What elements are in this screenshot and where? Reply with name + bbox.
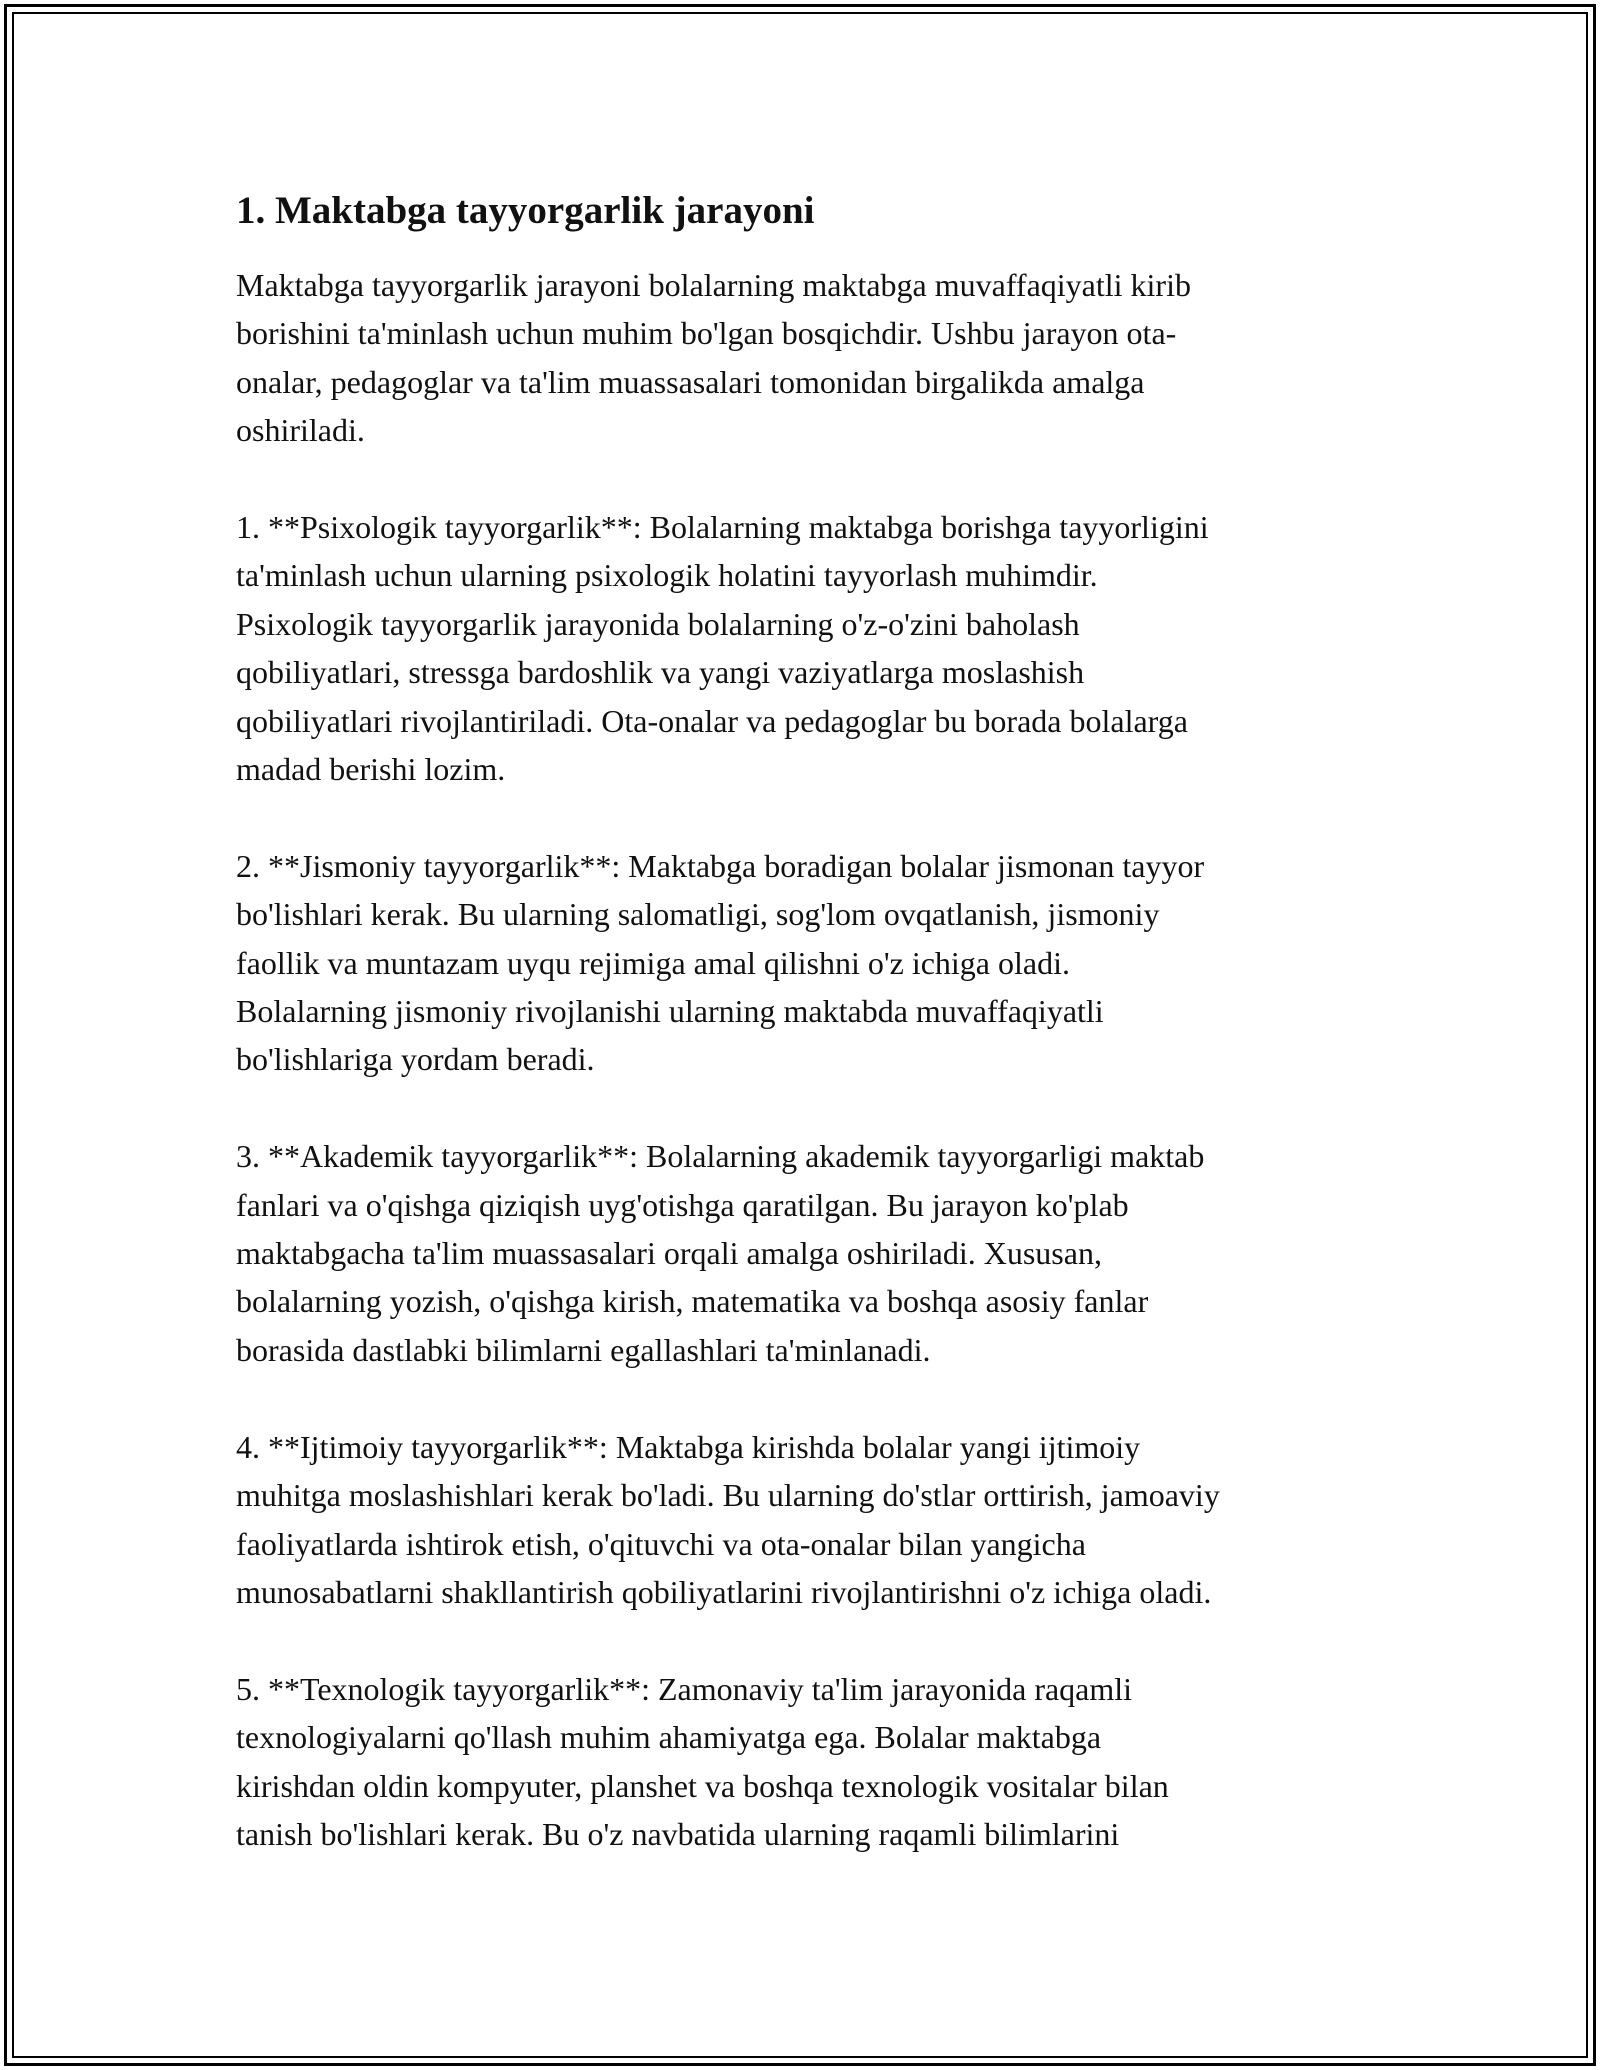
paragraph-social-readiness: 4. **Ijtimoiy tayyorgarlik**: Maktabga kirishda bolalar yangi ijtimoiy muhitga moslashishlari kerak bo'ladi. Bu ularning do'stlar orttirish, jamoaviy faoliyatlarda ishtirok etish, o'qituvchi va ota-onalar bilan yangicha munosabatlarni shakllantirish qobiliyatlarini rivojlantirishni o'z ichiga oladi. xyxy=(236,1428,1220,1610)
paragraph-academic-readiness: 3. **Akademik tayyorgarlik**: Bolalarning akademik tayyorgarligi maktab fanlari va o'qishga qiziqish uyg'otishga qaratilgan. Bu jarayon ko'plab maktabgacha ta'lim muassasalari orqali amalga oshiriladi. Xususan, bolalarning yozish, o'qishga kirish, matematika va boshqa asosiy fanlar borasida dastlabki bilimlarni egallashlari ta'minlanadi. xyxy=(236,1138,1205,1368)
intro-paragraph: Maktabga tayyorgarlik jarayoni bolalarning maktabga muvaffaqiyatli kirib borishini ta'minlash uchun muhim bo'lgan bosqichdir. Ushbu jarayon ota- onalar, pedagoglar va ta'lim muassasalari tomonidan birgalikda amalga oshiriladi. xyxy=(236,267,1191,449)
paragraph-technological-readiness: 5. **Texnologik tayyorgarlik**: Zamonaviy ta'lim jarayonida raqamli texnologiyalarni qo'llash muhim ahamiyatga ega. Bolalar maktabga kirishdan oldin kompyuter, planshet va boshqa texnologik vositalar bilan tanish bo'lishlari kerak. Bu o'z navbatida ularning raqamli bilimlarini xyxy=(236,1670,1169,1852)
document-title: 1. Maktabga tayyorgarlik jarayoni xyxy=(236,189,815,232)
document-body xyxy=(236,186,1370,1907)
paragraph-psychological-readiness: 1. **Psixologik tayyorgarlik**: Bolalarning maktabga borishga tayyorligini ta'minlash uchun ularning psixologik holatini tayyorlash muhimdir. Psixologik tayyorgarlik jarayonida bolalarning o'z-o'zini baholash qobiliyatlari, stressga bardoshlik va yangi vaziyatlarga moslashish qobiliyatlari rivojlantiriladi. Ota-onalar va pedagoglar bu borada bolalarga madad berishi lozim. xyxy=(236,509,1209,788)
paragraph-physical-readiness: 2. **Jismoniy tayyorgarlik**: Maktabga boradigan bolalar jismonan tayyor bo'lishlari kerak. Bu ularning salomatligi, sog'lom ovqatlanish, jismoniy faollik va muntazam uyqu rejimiga amal qilishni o'z ichiga oladi. Bolalarning jismoniy rivojlanishi ularning maktabda muvaffaqiyatli bo'lishlariga yordam beradi. xyxy=(236,847,1205,1078)
